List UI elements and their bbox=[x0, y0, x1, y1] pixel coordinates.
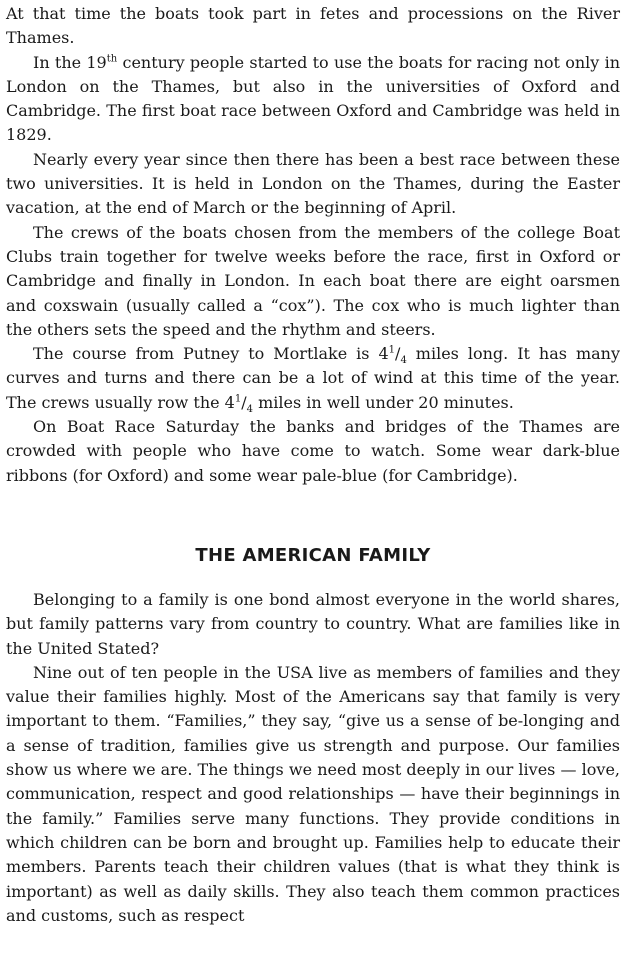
text-segment: In the 19 bbox=[33, 52, 107, 72]
text-segment: miles in well under 20 minutes. bbox=[253, 392, 514, 412]
book-page bbox=[6, 2, 620, 928]
paragraph-families-in-usa: Nine out of ten people in the USA live as members of families and they value their families highly. Most of the Americans say that family is very important to them. “Families,” they say, “give us a sense of be-longing and a sense of tradition, families give us strength and purpose. Our families show us where we are. The things we need most deeply in our lives — love, communication, respect and good relationships — have their beginnings in the family.” Families serve many functions. They provide conditions in which children can be born and brought up. Families help to educate their members. Parents teach their children values (that is what they think is important) as well as daily skills. They also teach them common practices and customs, such as respect bbox=[6, 662, 620, 925]
paragraph-family-bond: Belonging to a family is one bond almost everyone in the world shares, but family patterns vary from country to country. What are families like in the United Stated? bbox=[6, 589, 620, 658]
text-segment: century people started to use the boats for racing not only in London on the Thames, but also in the universities of Oxford and Cambridge. The first boat race between Oxford and Cambridge was held in 1829. bbox=[6, 52, 621, 145]
text-segment: miles long. It has many curves and turns and there can be a lot of wind at this time of the year. The crews usually row the bbox=[6, 344, 621, 412]
paragraph-crews-training: The crews of the boats chosen from the members of the college Boat Clubs train together for twelve weeks before the race, first in Oxford or Cambridge and finally in London. In each boat there are eight oarsmen and coxswain (usually called a “cox”). The cox who is much lighter than the others sets the speed and the rhythm and steers. bbox=[6, 222, 620, 339]
text-segment: The course from Putney to Mortlake is bbox=[33, 344, 379, 364]
section-heading: THE AMERICAN FAMILY bbox=[195, 544, 431, 566]
paragraph-boats-fetes: At that time the boats took part in fetes and processions on the River Thames. bbox=[6, 4, 620, 48]
paragraph-course-length bbox=[6, 342, 620, 415]
fraction-miles: $4^1/_4$ bbox=[224, 392, 253, 415]
section-spacer bbox=[6, 488, 620, 500]
paragraph-boat-race-saturday: On Boat Race Saturday the banks and bridges of the Thames are crowded with people who have come to watch. Some wear dark-blue ribbons (for Oxford) and some wear pale-blue (for Cambridge). bbox=[6, 417, 620, 485]
paragraph-19th-century-racing bbox=[6, 51, 620, 148]
ordinal-superscript: th bbox=[106, 53, 118, 65]
fraction-miles: $4^1/_4$ bbox=[378, 344, 407, 367]
paragraph-race-every-year: Nearly every year since then there has been a best race between these two universities. It is held in London on the Thames, during the Easter vacation, at the end of March or the beginning of April. bbox=[6, 149, 620, 218]
